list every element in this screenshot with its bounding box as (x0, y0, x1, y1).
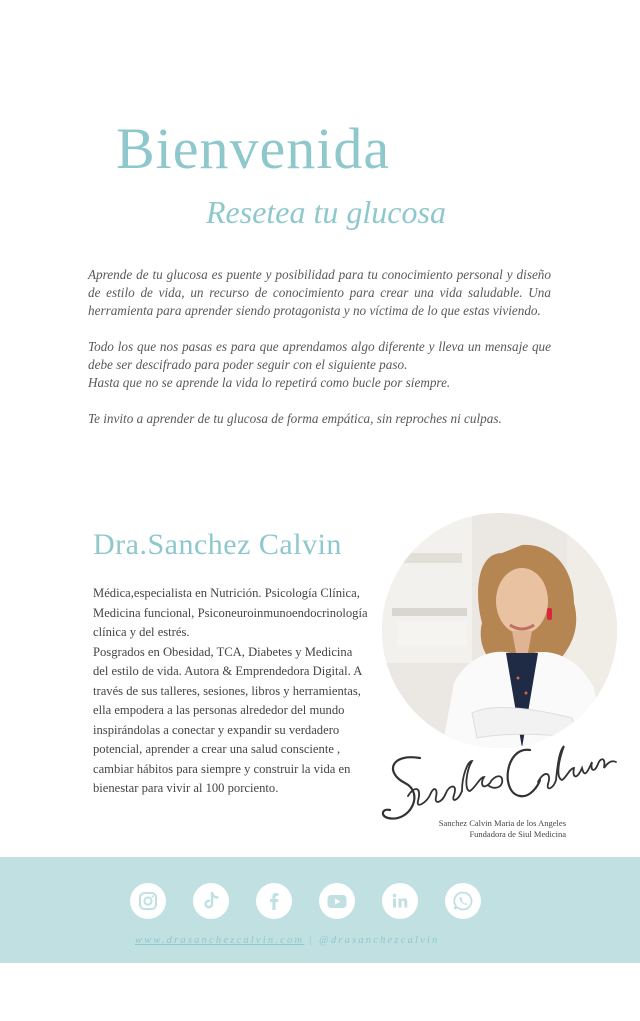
website-link[interactable]: www.drasanchezcalvin.com (135, 935, 305, 946)
page-subtitle: Resetea tu glucosa (206, 194, 446, 230)
social-icons (130, 883, 481, 919)
intro-paragraph-2: Todo los que nos pasas es para que aprendamos algo diferente y lleva un mensaje que debe ser descifrado para poder seguir con el siguiente paso. (88, 339, 551, 372)
page-title: Bienvenida (116, 116, 391, 181)
social-handle[interactable]: @drasanchezcalvin (319, 935, 440, 946)
signature-caption (439, 818, 566, 840)
instagram-icon[interactable] (130, 883, 166, 919)
contact-line (135, 935, 440, 946)
doctor-portrait-illustration (382, 513, 617, 748)
handwritten-signature (380, 738, 620, 828)
doctor-name: Dra.Sanchez Calvin (93, 528, 342, 561)
doctor-bio-paragraph-1: Médica,especialista en Nutrición. Psicología Clínica, Medicina funcional, Psiconeuroinmunoendocrinología clínica y del estrés. (93, 586, 368, 639)
doctor-bio-paragraph-2: Posgrados en Obesidad, TCA, Diabetes y Medicina del estilo de vida. Autora & Emprendedora Digital. A través de sus talleres, sesiones, libros y herramientas, ella empodera a las personas alrededor del mundo inspirándolas a conectar y expandir su verdadero potencial, aprender a crear una salud consciente , cambiar hábitos para siempre y construir la vida en bienestar para vivir al 100 porciento. (93, 644, 362, 795)
doctor-photo (382, 513, 617, 748)
whatsapp-icon[interactable] (445, 883, 481, 919)
tiktok-icon[interactable] (193, 883, 229, 919)
linkedin-icon[interactable] (382, 883, 418, 919)
intro-text (88, 266, 551, 446)
signature-caption-role: Fundadora de Siul Medicina (469, 829, 566, 839)
intro-paragraph-2-continued: Hasta que no se aprende la vida lo repetirá como bucle por siempre. (88, 375, 451, 390)
signature-caption-name: Sanchez Calvin Maria de los Angeles (438, 818, 566, 828)
contact-separator: | (309, 935, 315, 946)
youtube-icon[interactable] (319, 883, 355, 919)
footer (0, 857, 640, 963)
doctor-bio (93, 584, 368, 799)
intro-paragraph-3: Te invito a aprender de tu glucosa de forma empática, sin reproches ni culpas. (88, 411, 502, 426)
facebook-icon[interactable] (256, 883, 292, 919)
intro-paragraph-1: Aprende de tu glucosa es puente y posibilidad para tu conocimiento personal y diseño de estilo de vida, un recurso de conocimiento para crear una vida saludable. Una herramienta para aprender siendo protagonista y no víctima de lo que estas viviendo. (88, 267, 551, 318)
